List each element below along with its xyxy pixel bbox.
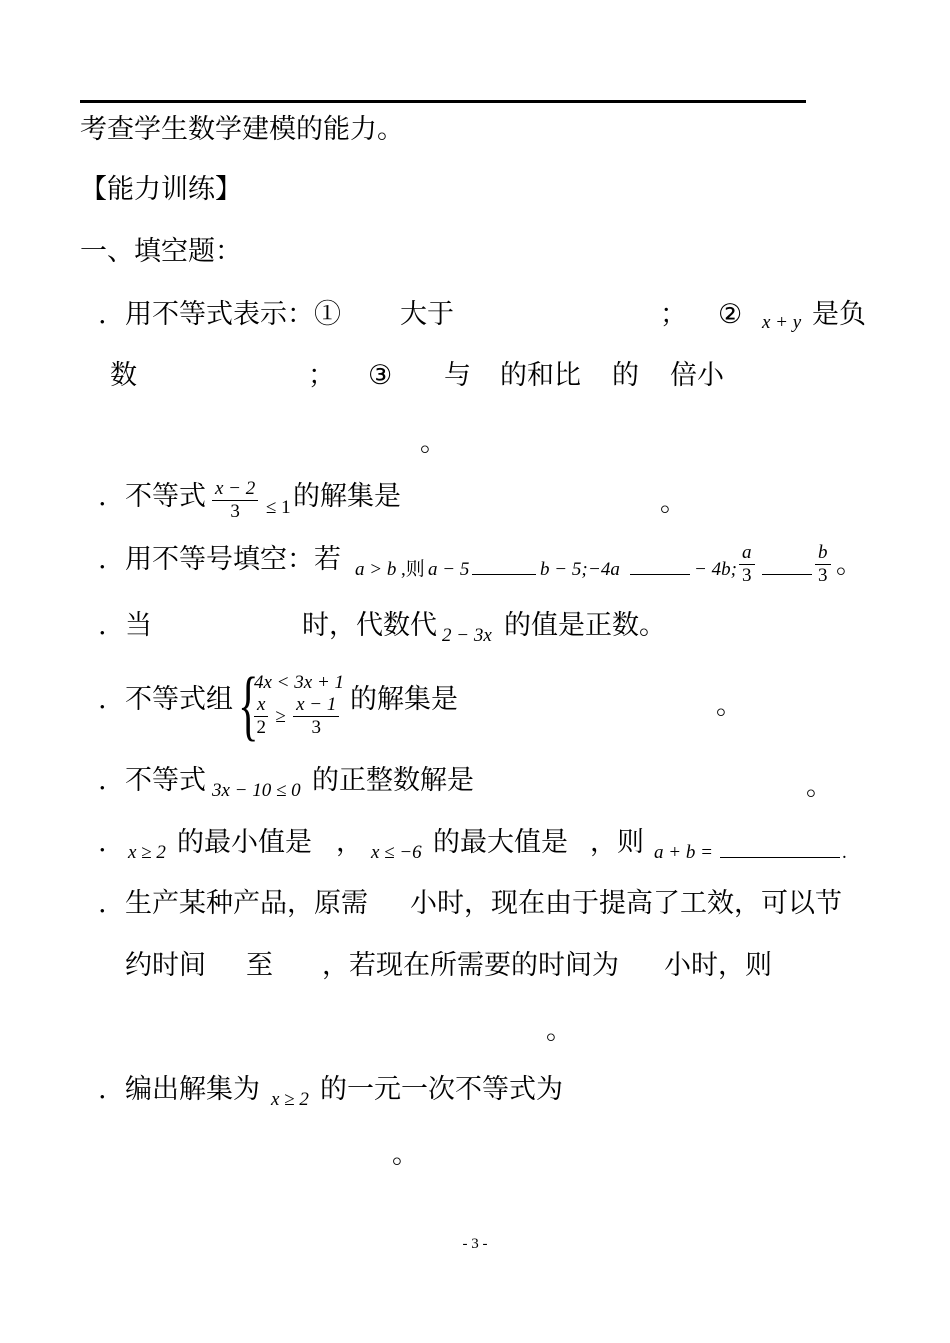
q3-blank1[interactable]	[472, 574, 536, 575]
q8-text6: 小时，则	[664, 950, 772, 981]
q8-text7: 。	[546, 1015, 573, 1046]
q1-text11: 的	[612, 360, 639, 391]
q8-text4: 至	[246, 950, 273, 981]
q4-bullet: .	[98, 610, 107, 641]
q1-text3: ；	[660, 299, 687, 330]
q4-text1: 当	[125, 610, 152, 641]
section-title: 【能力训练】	[80, 174, 242, 205]
q7-text2: ，	[336, 827, 363, 858]
q3-frac1-num: a	[739, 542, 755, 565]
q7-math1: x ≥ 2	[128, 842, 166, 863]
q5-text2: 的解集是	[350, 684, 458, 715]
q1-text13: 。	[420, 427, 447, 458]
q1-text7: ；	[308, 360, 335, 391]
q8-text1: 生产某种产品，原需	[125, 888, 368, 919]
q5-frac1-num: x	[254, 694, 268, 717]
q7-math2: x ≤ −6	[371, 842, 422, 863]
q3-math5: −4a	[588, 559, 620, 580]
q3-math1: a > b	[355, 559, 397, 580]
q9-text2: 的一元一次不等式为	[320, 1074, 563, 1105]
q9-text3: 。	[392, 1139, 419, 1170]
q3-frac2-num: b	[815, 542, 831, 565]
q6-bullet: .	[98, 765, 107, 796]
q9-math1: x ≥ 2	[271, 1089, 309, 1110]
intro-text: 考查学生数学建模的能力。	[80, 114, 404, 145]
q2-text2: 的解集是	[293, 481, 401, 512]
q7-text4: ，则	[590, 827, 644, 858]
q4-math1: 2 − 3x	[442, 625, 492, 646]
q7-math3: a + b =	[654, 842, 713, 863]
q3-fraction2	[815, 542, 831, 587]
q5-frac2-den: 3	[311, 717, 321, 738]
q7-bullet: .	[98, 827, 107, 858]
q2-bullet: .	[98, 481, 107, 512]
q3-text1: 用不等号填空：若	[125, 544, 341, 575]
q1-bullet: .	[98, 299, 107, 330]
q3-frac1-den: 3	[742, 565, 752, 586]
q3-blank3[interactable]	[762, 574, 812, 575]
q6-text2: 的正整数解是	[312, 765, 474, 796]
q7-text1: 的最小值是	[177, 827, 312, 858]
q1-text9: 与	[444, 360, 471, 391]
q1-text5: 是负	[812, 299, 866, 330]
q5-line2	[254, 694, 339, 739]
q9-text1: 编出解集为	[125, 1074, 260, 1105]
q1-text2: 大于	[400, 299, 454, 330]
q3-math2: ,则	[401, 559, 425, 580]
q2-numerator: x − 2	[212, 478, 258, 501]
q9-bullet: .	[98, 1074, 107, 1105]
page-number: - 3 -	[462, 1236, 488, 1252]
q3-math3: a − 5	[428, 559, 470, 580]
q7-blank[interactable]	[720, 857, 840, 858]
q2-relation: ≤ 1	[266, 497, 291, 518]
q5-line1: 4x < 3x + 1	[254, 672, 345, 693]
q3-blank2[interactable]	[630, 574, 690, 575]
header-rule	[80, 100, 806, 103]
q3-math6: − 4b;	[694, 559, 737, 580]
q2-text1: 不等式	[125, 481, 206, 512]
q3-text2: 。	[836, 549, 863, 580]
q4-text2: 时，代数代	[302, 610, 437, 641]
q5-bullet: .	[98, 684, 107, 715]
q6-text1: 不等式	[125, 765, 206, 796]
q3-frac2-den: 3	[818, 565, 828, 586]
q8-text2: 小时，现在由于提高了工效，可以节	[410, 888, 842, 919]
q2-text3: 。	[660, 487, 687, 518]
q1-text6: 数	[110, 360, 137, 391]
q1-text10: 的和比	[500, 360, 581, 391]
q7-math4: .	[842, 842, 847, 863]
q5-text1: 不等式组	[125, 684, 233, 715]
q6-text3: 。	[806, 771, 833, 802]
q7-text3: 的最大值是	[433, 827, 568, 858]
q5-text3: 。	[716, 690, 743, 721]
q4-text3: 的值是正数。	[504, 610, 666, 641]
q1-math1: x + y	[762, 312, 802, 333]
q2-denominator: 3	[230, 501, 240, 522]
q5-brace: {	[238, 661, 259, 748]
q8-bullet: .	[98, 888, 107, 919]
q2-fraction	[212, 478, 258, 523]
q1-text1: 用不等式表示：①	[125, 299, 341, 330]
q3-math4: b − 5;	[540, 559, 588, 580]
q1-text4: ②	[718, 299, 743, 330]
q1-text8: ③	[368, 360, 393, 391]
part-title: 一、填空题：	[80, 236, 242, 267]
q6-math1: 3x − 10 ≤ 0	[212, 780, 301, 801]
q3-bullet: .	[98, 544, 107, 575]
q5-frac2-num: x − 1	[293, 694, 339, 717]
q5-relation: ≥	[275, 705, 286, 727]
q1-text12: 倍小	[670, 360, 724, 391]
q8-text3: 约时间	[125, 950, 206, 981]
q5-frac1-den: 2	[256, 717, 266, 738]
q8-text5: ，若现在所需要的时间为	[322, 950, 619, 981]
q3-fraction1	[739, 542, 755, 587]
